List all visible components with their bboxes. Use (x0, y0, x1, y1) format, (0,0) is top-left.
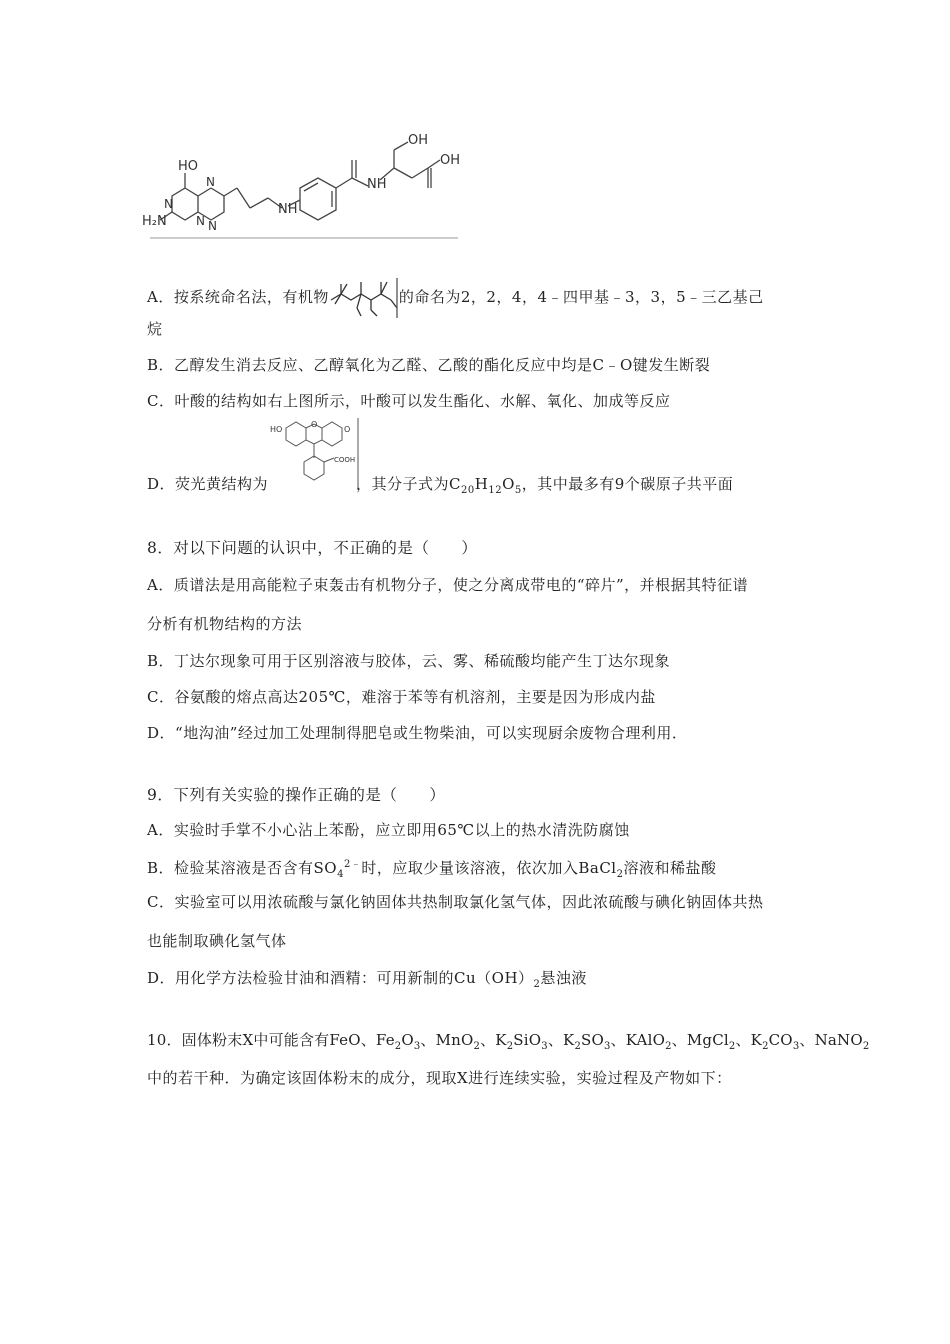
keto-o-label: O (344, 425, 351, 434)
amine-label: H₂N (142, 214, 167, 229)
q8-option-b: B．丁达尔现象可用于区别溶液与胶体，云、雾、稀硫酸均能产生丁达尔现象 (147, 652, 671, 670)
q9-option-d: D．用化学方法检验甘油和酒精：可用新制的$Cu(OH)_2$悬浊液 (147, 969, 587, 990)
q10-s19: 2 (762, 1041, 769, 1052)
q10-t6: 、K (480, 1031, 507, 1049)
q10-s21: 3 (792, 1041, 800, 1052)
q10-s13: 3 (603, 1041, 611, 1052)
q8-option-c: C．谷氨酸的熔点高达205℃，难溶于苯等有机溶剂，主要是因为形成内盐 (147, 688, 656, 706)
branched-alkane-structure (329, 278, 399, 318)
q10-s1: 2 (394, 1041, 402, 1052)
q10-t10: 、K (547, 1031, 575, 1049)
oh-side-label: OH (440, 153, 461, 168)
q7-option-a-wrap: 烷 (147, 320, 163, 338)
q7-option-d: D．荧光黄结构为 ，其分子式为$C_{20}H_{12}O_5$，其中最多有9个碳原子共平面 (147, 475, 734, 496)
q10-t8: SiO (513, 1031, 542, 1049)
n-label: N (208, 219, 217, 233)
q10-s9: 3 (541, 1041, 548, 1052)
q10-s7: 2 (506, 1041, 514, 1052)
q8-option-d: D．“地沟油”经过加工处理制得肥皂或生物柴油，可以实现厨余废物合理利用． (147, 724, 688, 742)
q10-stem (147, 1029, 869, 1052)
q8-option-a-wrap: 分析有机物结构的方法 (147, 615, 303, 633)
q7-option-b: B．乙醇发生消去反应、乙醇氧化为乙醛、乙酸的酯化反应中均是C﹣O键发生断裂 (147, 356, 711, 374)
n-label: N (206, 175, 215, 189)
q10-t18: 、K (735, 1031, 763, 1049)
q10-s23: 2 (862, 1041, 870, 1052)
ring-o-label: O (311, 420, 318, 429)
q10-t2: O (401, 1031, 414, 1049)
q8-option-a: A．质谱法是用高能粒子束轰击有机物分子，使之分离成带电的“碎片”，并根据其特征谱 (147, 576, 749, 594)
q10-s3: 3 (413, 1041, 421, 1052)
q10-t4: 、MnO (420, 1031, 474, 1049)
cooh-label: COOH (334, 456, 356, 464)
q7-option-c: C．叶酸的结构如右上图所示，叶酸可以发生酯化、水解、氧化、加成等反应 (147, 392, 671, 410)
q10-t14: 、KAlO (610, 1031, 666, 1049)
q9-option-c: C．实验室可以用浓硫酸与氯化钠固体共热制取氯化氢气体，因此浓硫酸与碘化钠固体共热 (147, 893, 764, 911)
q10-t20: CO (768, 1031, 793, 1049)
q10-stem-wrap: 中的若干种．为确定该固体粉末的成分，现取X进行连续实验，实验过程及产物如下： (147, 1069, 732, 1087)
q9-option-c-wrap: 也能制取碘化氢气体 (147, 932, 287, 950)
q10-t16: 、MgCl (671, 1031, 729, 1049)
q10-s5: 2 (473, 1041, 481, 1052)
q8-stem: 8．对以下问题的认识中，不正确的是（ ） (147, 539, 478, 557)
q10-t0: 10．固体粉末X中可能含有FeO、Fe (147, 1031, 395, 1049)
q9-option-b: B．检验某溶液是否含有$SO_4^{2﹣}$时，应取少量该溶液，依次加入BaCl$_2$溶液和稀盐酸 (147, 859, 717, 880)
folic-acid-structure (140, 128, 465, 243)
q9-option-a: A．实验时手掌不小心沾上苯酚，应立即用65℃以上的热水清洗防腐蚀 (147, 821, 630, 839)
q7-option-a: A．按系统命名法，有机物 的命名为2，2，4，4﹣四甲基﹣3，3，5﹣三乙基己 (147, 278, 764, 318)
q10-t22: 、NaNO (799, 1031, 863, 1049)
oh-top-label: OH (408, 133, 429, 148)
q10-s11: 2 (574, 1041, 581, 1052)
q10-s17: 2 (728, 1041, 736, 1052)
nh-link-label: NH (278, 202, 298, 217)
q9-stem: 9．下列有关实验的操作正确的是（ ） (147, 786, 446, 804)
q10-t12: SO (581, 1031, 604, 1049)
ho-label: HO (270, 425, 283, 434)
q10-s15: 2 (665, 1041, 672, 1052)
nh-amide-label: NH (367, 177, 387, 192)
n-label: N (196, 214, 205, 228)
n-label: N (164, 197, 173, 211)
hydroxyl-label: HO (178, 159, 199, 174)
